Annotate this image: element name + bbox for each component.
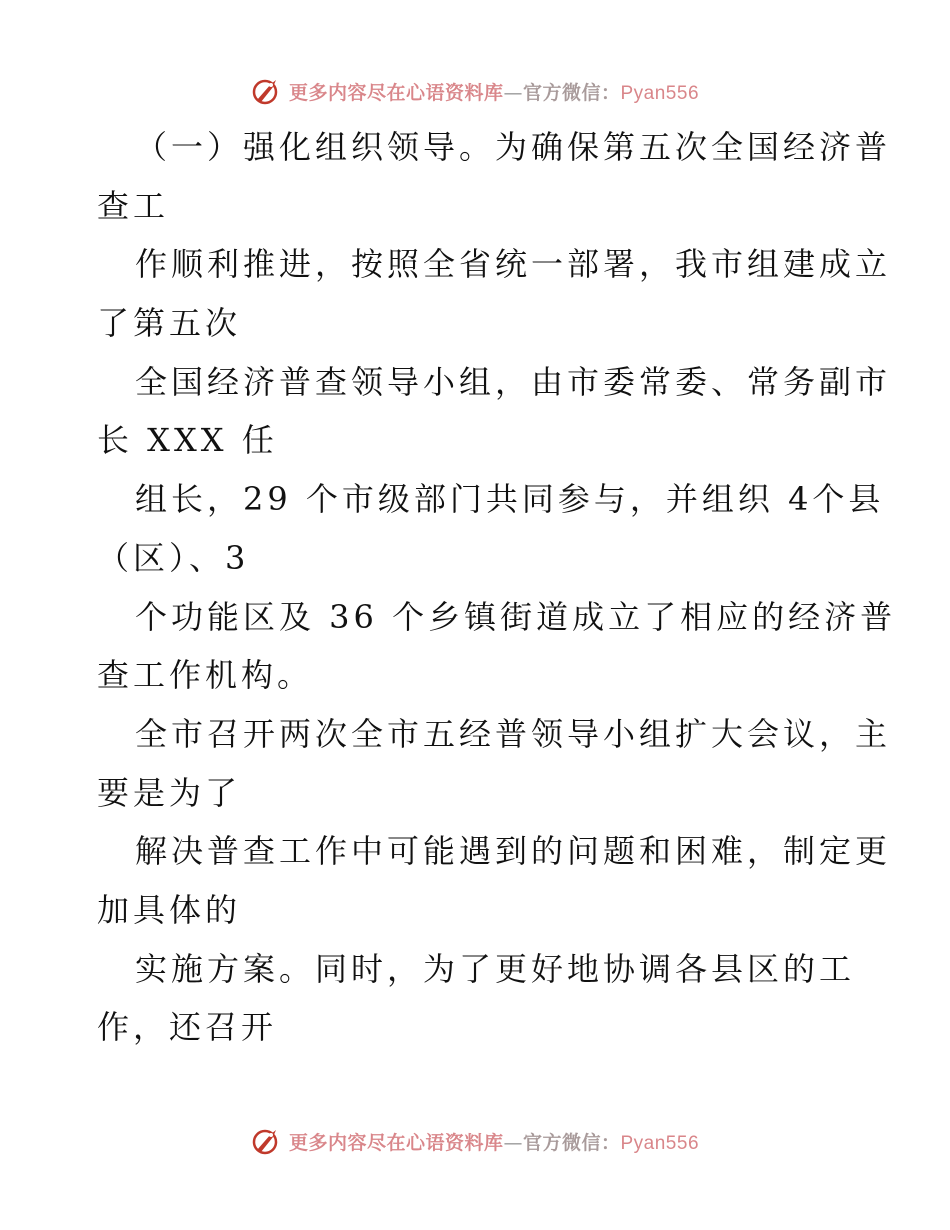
watermark-wechat-label: 官方微信： bbox=[522, 81, 621, 104]
text-line: 个功能区及 36 个乡镇街道成立了相应的经济普 bbox=[135, 597, 897, 636]
watermark-text bbox=[289, 1128, 699, 1155]
text-line: 加具体的 bbox=[97, 890, 242, 929]
text-line: 全国经济普查领导小组，由市委常委、常务副市 bbox=[135, 362, 892, 401]
text-line: 了第五次 bbox=[97, 304, 242, 343]
text-line: 作，还召开 bbox=[97, 1008, 278, 1047]
watermark-separator: — bbox=[503, 1131, 523, 1154]
watermark-wechat-id: Pyan556 bbox=[620, 82, 700, 104]
header-watermark bbox=[0, 71, 950, 111]
watermark-text bbox=[289, 78, 699, 105]
text-line: 要是为了 bbox=[97, 773, 242, 812]
text-line: 作顺利推进，按照全省统一部署，我市组建成立 bbox=[135, 245, 892, 284]
text-line: 查工作机构。 bbox=[97, 656, 314, 695]
text-line: 组长，29 个市级部门共同参与，并组织 4个县 bbox=[135, 480, 885, 519]
footer-watermark bbox=[0, 1121, 950, 1161]
text-line: （区）、3 bbox=[97, 538, 250, 577]
watermark-separator: — bbox=[503, 81, 523, 104]
watermark-wechat-id: Pyan556 bbox=[620, 1132, 700, 1154]
watermark-wechat-label: 官方微信： bbox=[522, 1131, 621, 1154]
text-line: 查工 bbox=[97, 186, 170, 225]
text-line: 解决普查工作中可能遇到的问题和困难，制定更 bbox=[135, 832, 892, 871]
text-line: （一）强化组织领导。为确保第五次全国经济普 bbox=[135, 128, 892, 166]
watermark-site-text: 更多内容尽在心语资料库 bbox=[288, 81, 504, 104]
pen-nib-logo-icon bbox=[251, 76, 281, 106]
pen-nib-logo-icon bbox=[251, 1126, 281, 1156]
document-body bbox=[97, 118, 897, 1057]
watermark-site-text: 更多内容尽在心语资料库 bbox=[288, 1131, 504, 1154]
text-line: 长 XXX 任 bbox=[97, 421, 278, 460]
text-line: 实施方案。同时，为了更好地协调各县区的工 bbox=[135, 949, 856, 988]
text-line: 全市召开两次全市五经普领导小组扩大会议，主 bbox=[135, 714, 892, 753]
